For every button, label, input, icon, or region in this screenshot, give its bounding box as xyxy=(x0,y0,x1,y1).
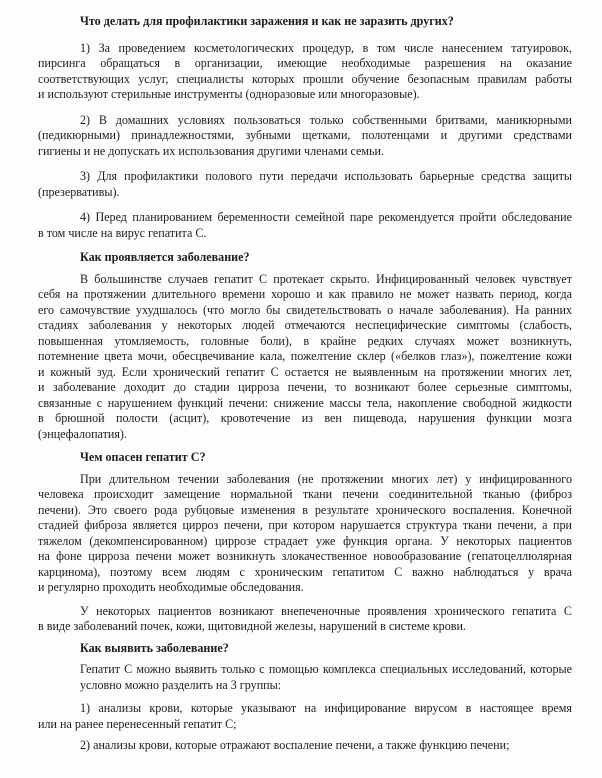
text-line: на фоне цирроза печени может возникнуть злокачественное новообразование (гепатоцеллюлярная xyxy=(38,549,572,563)
text-line: его самочувствие ухудшалось (что могло бы свидетельствовать о начале заболевания). На ранних xyxy=(38,302,572,317)
text-line: тяжелом (декомпенсированном) циррозе страдает уже функция органа. У некоторых пациентов xyxy=(38,533,572,548)
text-line: печени). Это своего рода рубцовые изменения в результате хронического воспаления. Конечной xyxy=(38,502,572,517)
text-line: 1) За проведением косметологических процедур, в том числе нанесением татуировок, xyxy=(80,40,572,55)
text-line: (энцефалопатия). xyxy=(38,426,127,441)
heading-symptoms: Как проявляется заболевание? xyxy=(80,250,250,264)
text-line: (презервативы). xyxy=(38,184,120,199)
heading-danger: Чем опасен гепатит С? xyxy=(80,450,206,464)
text-line: 4) Перед планированием беременности семейной паре рекомендуется пройти обследование xyxy=(80,210,572,224)
text-line: соответствующих услуг, специалисты которых прошли обучение безопасным правилам работы xyxy=(38,71,572,86)
document-body xyxy=(38,14,572,754)
paragraph-diagnosis-intro xyxy=(38,662,572,693)
prevention-item-cosmetic-procedures xyxy=(38,41,572,103)
text-line: в том числе на вирус гепатита С. xyxy=(38,225,207,240)
text-line: в брюшной полости (асцит), кровотечение из вен пищевода, нарушения функции мозга xyxy=(38,411,572,425)
text-line: условно можно разделить на 3 группы: xyxy=(80,677,282,692)
text-line: себя на протяжении длительного времени хорошо и как правило не может назвать период, когда xyxy=(38,287,572,301)
prevention-item-personal-hygiene xyxy=(38,113,572,160)
text-line: Гепатит С можно выявить только с помощью комплекса специальных исследований, которые xyxy=(80,662,572,676)
paragraph-symptoms xyxy=(38,272,572,443)
text-line: 3) Для профилактики полового пути передачи использовать барьерные средства защиты xyxy=(80,169,572,183)
text-line: и регулярно проходить необходимые обследования. xyxy=(38,580,304,594)
text-line: гигиены и не допускать их использования другими членами семьи. xyxy=(38,143,385,158)
text-line: и заболевание доходит до стадии цирроза печени, то возникают более серьезные симптомы, xyxy=(38,380,572,394)
text-line: карцинома), поэтому всем людям с хроническим гепатитом С важно наблюдаться у врача xyxy=(38,564,572,579)
paragraph-extrahepatic-manifestations xyxy=(38,604,572,635)
heading-diagnosis: Как выявить заболевание? xyxy=(80,640,229,655)
text-line: или на ранее перенесенный гепатит С; xyxy=(38,716,237,731)
prevention-item-barrier-protection xyxy=(38,169,572,200)
paragraph-disease-progression xyxy=(38,472,572,596)
text-line: 2) анализы крови, которые отражают воспаление печени, а также функцию печени; xyxy=(80,738,510,752)
diagnosis-item-infection-tests xyxy=(38,701,572,732)
text-line: 1) анализы крови, которые указывают на инфицирование вирусом в настоящее время xyxy=(80,701,572,715)
text-line: и кожный зуд. Если хронический гепатит С остается не выявленным на протяжении многих лет, xyxy=(38,364,572,379)
text-line: человека происходит замещение нормальной ткани печени соединительной тканью (фиброз xyxy=(38,487,572,501)
text-line: связанные с нарушением функций печени: снижение массы тела, накопление свободной жидкости xyxy=(38,395,572,410)
text-line: стадией фиброза является цирроз печени, при котором нарушается структура ткани печени, а при xyxy=(38,518,572,532)
text-line: В большинстве случаев гепатит С протекает скрыто. Инфицированный человек чувствует xyxy=(80,271,572,286)
text-line: повышенная утомляемость, головные боли), в крайне редких случаях может возникнуть, xyxy=(38,333,572,348)
text-line: У некоторых пациентов возникают внепеченочные проявления хронического гепатита С xyxy=(80,603,572,618)
text-line: (педикюрными) принадлежностями, зубными щетками, полотенцами и другими средствами xyxy=(38,128,572,142)
text-line: стадиях заболевания у некоторых людей отмечаются неспецифические симптомы (слабость, xyxy=(38,318,572,332)
text-line: 2) В домашних условиях пользоваться только собственными бритвами, маникюрными xyxy=(80,112,572,127)
heading-prevention: Что делать для профилактики заражения и как не заразить других? xyxy=(80,14,454,28)
text-line: в виде заболеваний почек, кожи, щитовидной железы, нарушений в системе крови. xyxy=(38,619,466,633)
text-line: При длительном течении заболевания (не протяжении многих лет) у инфицированного xyxy=(80,471,572,486)
text-line: потемнение цвета мочи, обесцвечивание кала, пожелтение склер («белков глаз»), пожелтение кожи xyxy=(38,349,572,363)
text-line: и используют стерильные инструменты (одноразовые или многоразовые). xyxy=(38,87,420,101)
text-line: пирсинга обращаться в организации, имеющие необходимые разрешения на оказание xyxy=(38,56,572,70)
prevention-item-pregnancy-screening xyxy=(38,210,572,241)
diagnosis-item-liver-function-tests xyxy=(38,738,572,754)
